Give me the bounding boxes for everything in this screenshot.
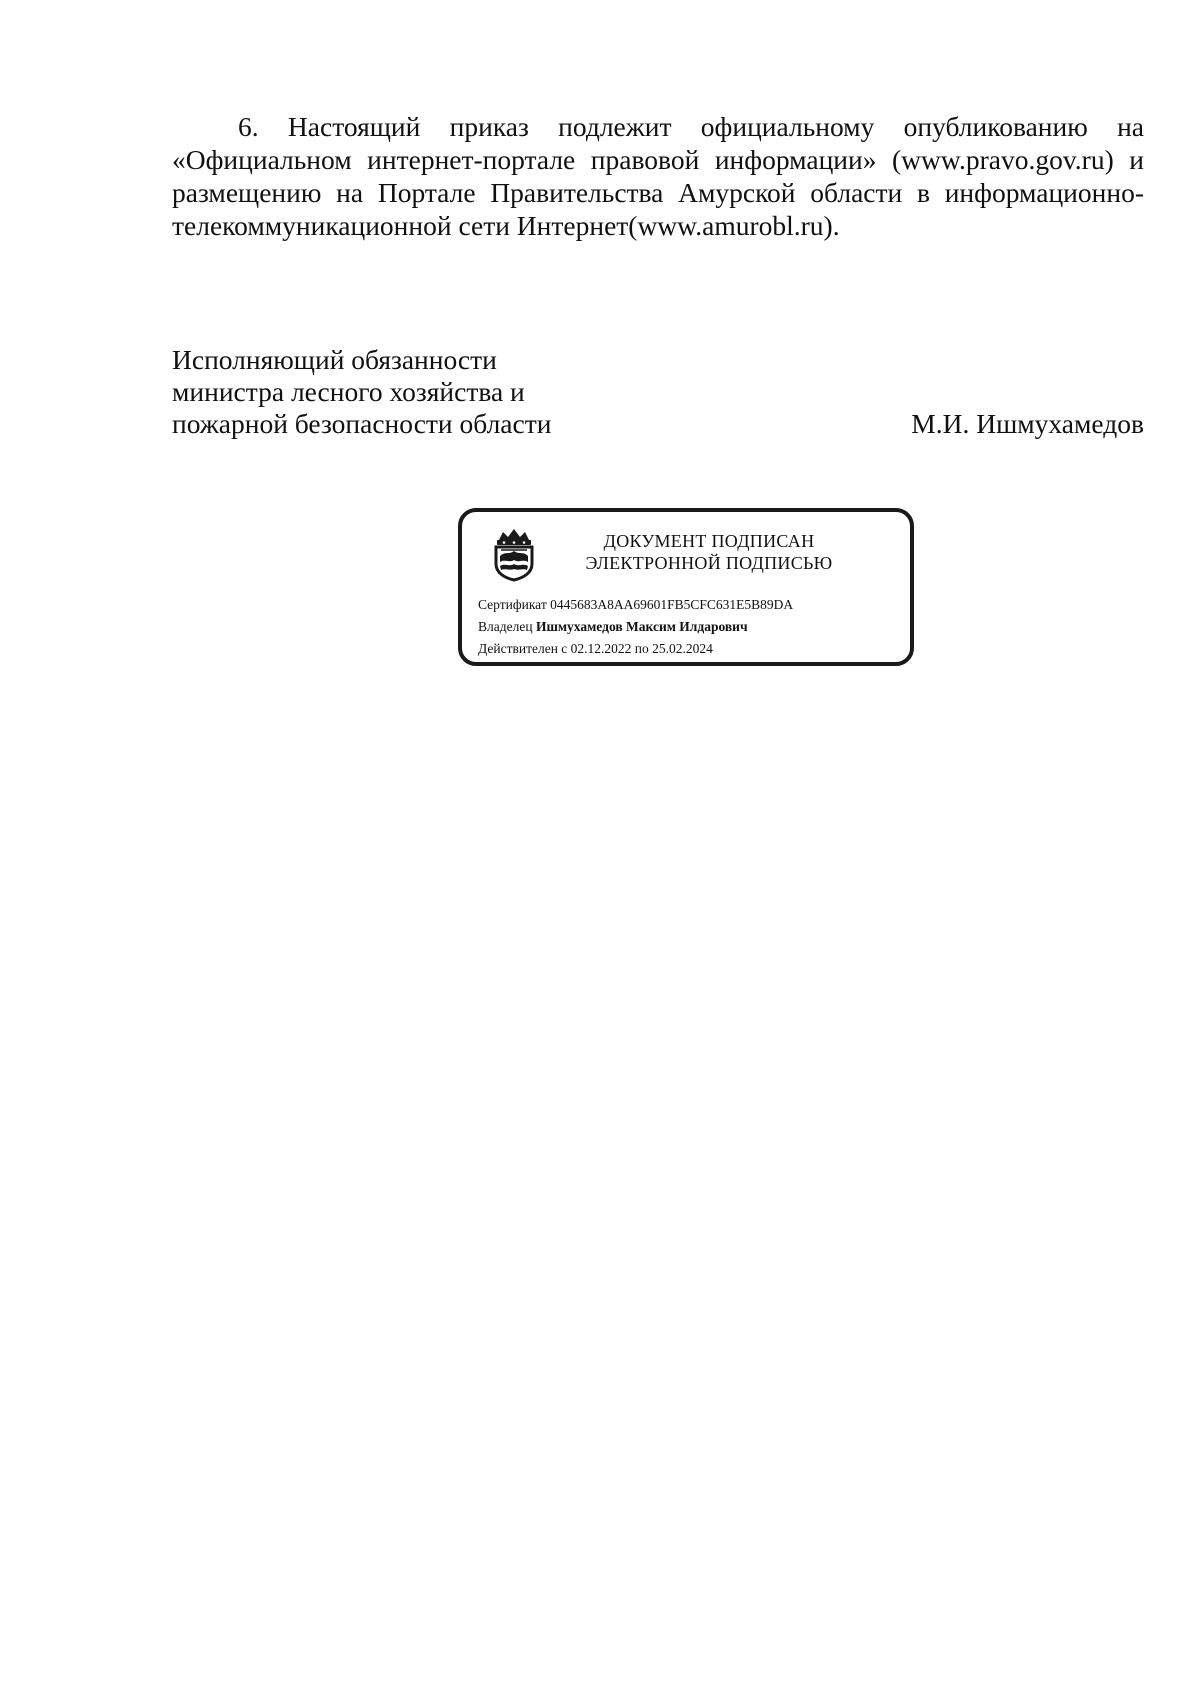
stamp-title-line: ДОКУМЕНТ ПОДПИСАН xyxy=(603,531,815,551)
publication-paragraph xyxy=(172,110,1144,242)
stamp-title xyxy=(544,530,874,574)
validity-row xyxy=(478,638,793,660)
paragraph-line: 6. Настоящий приказ подлежит официальному опубликованию на xyxy=(238,111,1144,142)
valid-from: 02.12.2022 xyxy=(570,641,632,656)
paragraph-line: «Официальном интернет-портале правовой информации» (www.pravo.gov.ru) и xyxy=(172,144,1144,175)
coat-of-arms-icon xyxy=(491,526,537,582)
valid-middle: по xyxy=(634,641,649,656)
owner-row xyxy=(478,616,793,638)
valid-prefix: Действителен с xyxy=(478,641,568,656)
certificate-value: 0445683A8AA69601FB5CFC631E5B89DA xyxy=(550,597,794,612)
certificate-label: Сертификат xyxy=(478,597,547,612)
paragraph-line: размещению на Портале Правительства Амурской области в информационно- xyxy=(172,177,1144,208)
certificate-row xyxy=(478,594,793,616)
signer-name: М.И. Ишмухамедов xyxy=(911,408,1144,439)
owner-label: Владелец xyxy=(478,619,533,634)
stamp-details xyxy=(478,594,793,660)
owner-value: Ишмухамедов Максим Илдарович xyxy=(535,619,748,634)
valid-to: 25.02.2024 xyxy=(652,641,713,656)
signer-position-line: пожарной безопасности области xyxy=(172,408,552,439)
paragraph-line: телекоммуникационной сети Интернет(www.amurobl.ru). xyxy=(172,210,840,241)
signer-position-line: министра лесного хозяйства и xyxy=(172,376,525,407)
signer-position-line: Исполняющий обязанности xyxy=(172,344,497,375)
stamp-title-line: ЭЛЕКТРОННОЙ ПОДПИСЬЮ xyxy=(585,553,833,573)
electronic-signature-stamp xyxy=(458,508,914,666)
